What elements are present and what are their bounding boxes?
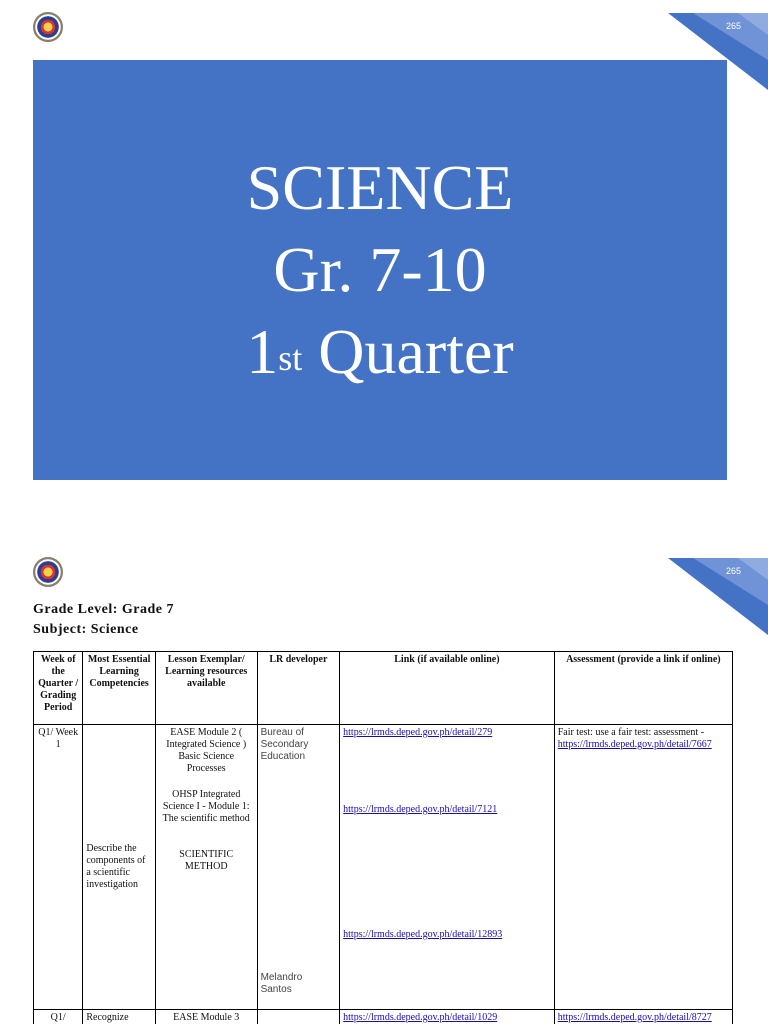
row1-assessment-cell [554, 725, 732, 1010]
row1-week: Q1/ Week 1 [34, 725, 83, 1010]
quarter-number: 1 [246, 316, 279, 387]
row1-lesson-cell [155, 725, 257, 1010]
row2-competency: Recognize [83, 1010, 156, 1024]
row1-lesson-3: SCIENTIFIC METHOD [179, 849, 234, 872]
deped-seal-icon [33, 557, 63, 587]
row1-assessment-link[interactable]: https://lrmds.deped.gov.ph/detail/7667 [557, 739, 712, 750]
row2-link[interactable]: https://lrmds.deped.gov.ph/detail/1029 [343, 1012, 498, 1023]
row2-link-cell [340, 1010, 555, 1024]
melc-table [33, 651, 733, 1024]
header-assessment: Assessment (provide a link if online) [554, 652, 732, 725]
grade-level: Grade Level: Grade 7 [33, 602, 175, 617]
deped-seal-icon [33, 12, 63, 42]
corner-ribbon-icon [648, 545, 768, 635]
row2-developer [257, 1010, 340, 1024]
subject: Subject: Science [33, 622, 139, 637]
header-link: Link (if available online) [340, 652, 555, 725]
title-grades: Gr. 7-10 [273, 234, 487, 305]
table-header-row [34, 652, 733, 725]
quarter-word: Quarter [318, 316, 514, 387]
row2-assessment-link[interactable]: https://lrmds.deped.gov.ph/detail/8727 [557, 1012, 712, 1023]
row1-link-cell [340, 725, 555, 1010]
row1-link-3[interactable]: https://lrmds.deped.gov.ph/detail/12893 [343, 929, 503, 940]
quarter-suffix: st [278, 338, 303, 378]
title-quarter [246, 311, 513, 393]
table-row [34, 1010, 733, 1024]
row1-competency: Describe the components of a scientific investigation [86, 843, 146, 890]
header-lesson: Lesson Exemplar/ Learning resources available [155, 652, 257, 725]
row1-developer-2: Melandro Santos [260, 972, 303, 995]
row1-developer-1: Bureau of Secondary Education [260, 727, 309, 762]
title-box [33, 60, 727, 480]
row1-link-2[interactable]: https://lrmds.deped.gov.ph/detail/7121 [343, 804, 498, 815]
row1-lesson-1: EASE Module 2 ( Integrated Science ) Basic Science Processes [166, 727, 247, 774]
row1-link-1[interactable]: https://lrmds.deped.gov.ph/detail/279 [343, 727, 493, 738]
row2-assessment-cell [554, 1010, 732, 1024]
table-row [34, 725, 733, 1010]
row2-week: Q1/ [34, 1010, 83, 1024]
row1-assessment-text: Fair test: use a fair test: assessment - [557, 727, 705, 738]
page-number: 265 [725, 566, 741, 576]
header-week: Week of the Quarter / Grading Period [34, 652, 83, 725]
header-competency: Most Essential Learning Competencies [83, 652, 156, 725]
header-developer: LR developer [257, 652, 340, 725]
row1-developer-cell [257, 725, 340, 1010]
row2-lesson: EASE Module 3 [155, 1010, 257, 1024]
page-number: 265 [725, 21, 741, 31]
title-science: SCIENCE [246, 152, 514, 223]
row1-competency-cell [83, 725, 156, 1010]
row1-lesson-2: OHSP Integrated Science I - Module 1: The scientific method [162, 789, 250, 824]
table-slide [0, 545, 768, 1024]
